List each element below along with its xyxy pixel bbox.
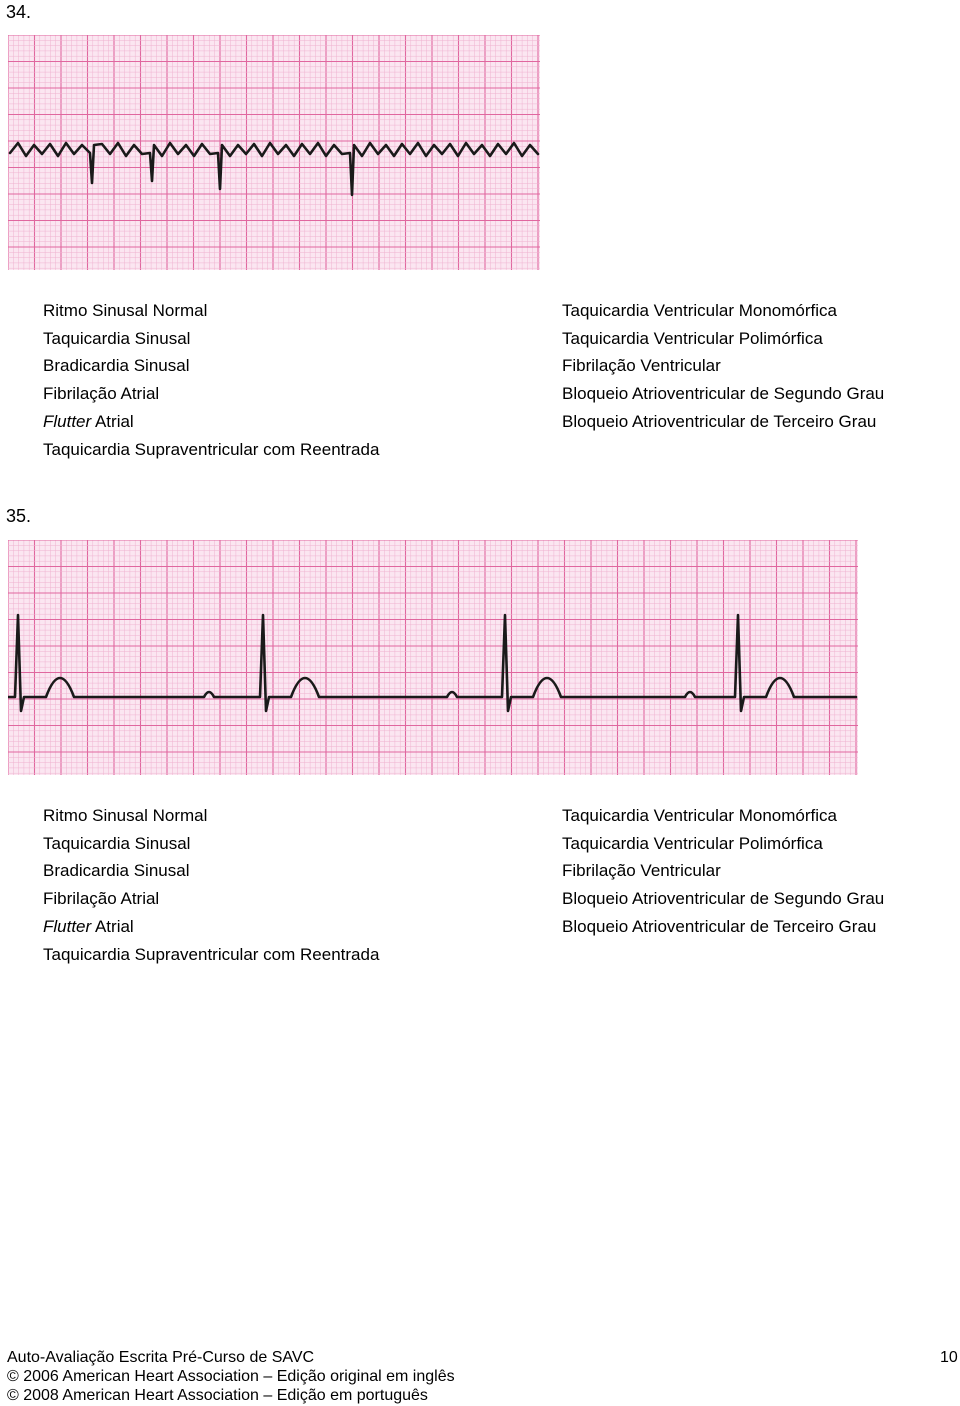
option-label: Bloqueio Atrioventricular de Terceiro Grau bbox=[562, 916, 877, 936]
option-item[interactable] bbox=[562, 913, 884, 941]
option-item[interactable] bbox=[43, 325, 379, 353]
option-item[interactable] bbox=[562, 325, 884, 353]
copyright-line: © 2008 American Heart Association – Edição em português bbox=[7, 1387, 428, 1404]
option-item[interactable] bbox=[562, 802, 884, 830]
option-item[interactable] bbox=[43, 408, 379, 436]
option-item[interactable] bbox=[43, 913, 379, 941]
footer-title: Auto-Avaliação Escrita Pré-Curso de SAVC bbox=[7, 1349, 315, 1366]
ecg-strip bbox=[8, 35, 540, 270]
question-number: 35. bbox=[6, 506, 32, 526]
option-label: Ritmo Sinusal Normal bbox=[43, 301, 208, 320]
option-label: Bradicardia Sinusal bbox=[43, 861, 190, 881]
option-item[interactable] bbox=[43, 436, 379, 464]
option-label: Taquicardia Ventricular Monomórfica bbox=[562, 806, 837, 825]
option-item[interactable] bbox=[562, 297, 884, 325]
option-item[interactable] bbox=[43, 297, 379, 325]
option-item[interactable] bbox=[43, 885, 379, 913]
option-label: Atrial bbox=[91, 411, 134, 431]
option-label: Bradicardia Sinusal bbox=[43, 356, 190, 376]
option-label: Taquicardia Sinusal bbox=[43, 833, 191, 853]
option-label: Taquicardia Ventricular Polimórfica bbox=[562, 328, 823, 348]
option-label: Taquicardia Ventricular Monomórfica bbox=[562, 301, 837, 320]
option-label: Taquicardia Ventricular Polimórfica bbox=[562, 833, 823, 853]
options-left-column bbox=[43, 802, 379, 968]
option-item[interactable] bbox=[43, 380, 379, 408]
option-label-italic: Flutter bbox=[43, 411, 92, 431]
option-label: Bloqueio Atrioventricular de Terceiro Grau bbox=[562, 411, 877, 431]
option-label: Bloqueio Atrioventricular de Segundo Grau bbox=[562, 889, 885, 909]
option-item[interactable] bbox=[43, 802, 379, 830]
option-item[interactable] bbox=[562, 857, 884, 885]
option-label: Fibrilação Ventricular bbox=[562, 861, 721, 881]
option-item[interactable] bbox=[562, 885, 884, 913]
options-right-column bbox=[562, 297, 884, 436]
option-label: Fibrilação Ventricular bbox=[562, 356, 721, 376]
option-label-italic: Flutter bbox=[43, 916, 92, 936]
page-number: 10 bbox=[940, 1349, 958, 1366]
option-item[interactable] bbox=[43, 941, 379, 969]
option-label: Atrial bbox=[91, 916, 134, 936]
option-item[interactable] bbox=[43, 857, 379, 885]
option-label: Taquicardia Supraventricular com Reentrada bbox=[43, 439, 380, 459]
option-item[interactable] bbox=[562, 380, 884, 408]
option-label: Taquicardia Sinusal bbox=[43, 328, 191, 348]
options-left-column bbox=[43, 297, 379, 463]
ecg-grid-and-trace bbox=[8, 35, 540, 270]
option-label: Fibrilação Atrial bbox=[43, 384, 160, 404]
options-right-column bbox=[562, 802, 884, 941]
option-label: Bloqueio Atrioventricular de Segundo Grau bbox=[562, 384, 885, 404]
option-item[interactable] bbox=[562, 352, 884, 380]
option-label: Fibrilação Atrial bbox=[43, 889, 160, 909]
copyright-line: © 2006 American Heart Association – Edição original em inglês bbox=[7, 1368, 455, 1385]
option-label: Taquicardia Supraventricular com Reentrada bbox=[43, 944, 380, 964]
option-item[interactable] bbox=[43, 830, 379, 858]
ecg-strip bbox=[8, 540, 858, 775]
option-item[interactable] bbox=[43, 352, 379, 380]
question-number: 34. bbox=[6, 2, 32, 22]
ecg-grid-and-trace bbox=[8, 540, 858, 775]
option-item[interactable] bbox=[562, 830, 884, 858]
option-label: Ritmo Sinusal Normal bbox=[43, 806, 208, 825]
option-item[interactable] bbox=[562, 408, 884, 436]
